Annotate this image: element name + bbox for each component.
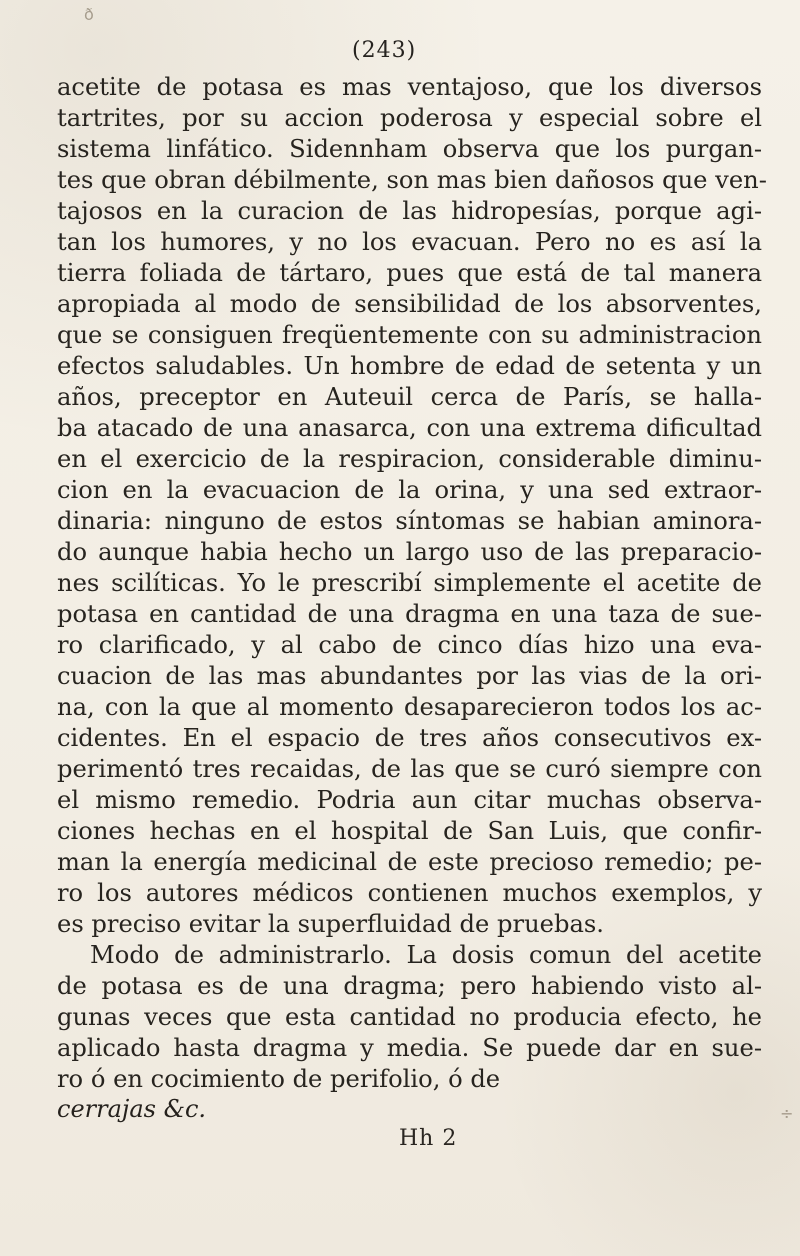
text-line-13: en el exercicio de la respiracion, considerable diminu-	[57, 445, 762, 473]
text-line-33: ro ó en cocimiento de perifolio, ó de	[57, 1065, 501, 1093]
text-line-9: que se consiguen freqüentemente con su administracion	[57, 321, 762, 349]
text-line-3: sistema linfático. Sidennham observa que los purgan-	[57, 135, 762, 163]
text-line-23: perimentó tres recaidas, de las que se curó siempre con	[57, 755, 762, 783]
signature-mark: Hh 2	[399, 1126, 458, 1151]
text-line-25: ciones hechas en el hospital de San Luis, que confir-	[57, 817, 762, 845]
paper-stain-mark: ð	[84, 5, 94, 24]
text-line-27: ro los autores médicos contienen muchos exemplos, y	[57, 879, 762, 907]
text-line-6: tan los humores, y no los evacuan. Pero no es así la	[57, 228, 762, 256]
text-line-15: dinaria: ninguno de estos síntomas se habian aminora-	[57, 507, 762, 535]
text-line-26: man la energía medicinal de este precioso remedio; pe-	[57, 848, 762, 876]
text-line-29: Modo de administrarlo. La dosis comun del acetite	[90, 941, 762, 969]
text-line-17: nes scilíticas. Yo le prescribí simplemente el acetite de	[57, 569, 762, 597]
text-line-30: de potasa es de una dragma; pero habiendo visto al-	[57, 972, 762, 1000]
text-line-28: es preciso evitar la superfluidad de pruebas.	[57, 910, 604, 938]
text-line-12: ba atacado de una anasarca, con una extrema dificultad	[57, 414, 762, 442]
text-line-19: ro clarificado, y al cabo de cinco días hizo una eva-	[57, 631, 762, 659]
handwritten-tail: cerrajas &c.	[57, 1095, 207, 1123]
text-line-14: cion en la evacuacion de la orina, y una sed extraor-	[57, 476, 762, 504]
text-line-8: apropiada al modo de sensibilidad de los absorventes,	[57, 290, 762, 318]
text-line-32: aplicado hasta dragma y media. Se puede dar en sue-	[57, 1034, 762, 1062]
text-line-31: gunas veces que esta cantidad no producia efecto, he	[57, 1003, 762, 1031]
text-line-21: na, con la que al momento desaparecieron todos los ac-	[57, 693, 762, 721]
text-line-1: acetite de potasa es mas ventajoso, que los diversos	[57, 73, 762, 101]
text-line-11: años, preceptor en Auteuil cerca de París, se halla-	[57, 383, 762, 411]
text-line-5: tajosos en la curacion de las hidropesías, porque agi-	[57, 197, 762, 225]
text-line-4: tes que obran débilmente, son mas bien dañosos que ven-	[57, 166, 767, 194]
text-line-16: do aunque habia hecho un largo uso de las preparacio-	[57, 538, 762, 566]
text-line-7: tierra foliada de tártaro, pues que está de tal manera	[57, 259, 762, 287]
page-number: (243)	[352, 38, 417, 63]
text-line-2: tartrites, por su accion poderosa y especial sobre el	[57, 104, 762, 132]
text-line-10: efectos saludables. Un hombre de edad de setenta y un	[57, 352, 762, 380]
text-line-24: el mismo remedio. Podria aun citar muchas observa-	[57, 786, 762, 814]
margin-mark: ÷	[780, 1104, 794, 1123]
text-line-20: cuacion de las mas abundantes por las vias de la ori-	[57, 662, 762, 690]
text-line-18: potasa en cantidad de una dragma en una taza de sue-	[57, 600, 762, 628]
text-line-22: cidentes. En el espacio de tres años consecutivos ex-	[57, 724, 762, 752]
